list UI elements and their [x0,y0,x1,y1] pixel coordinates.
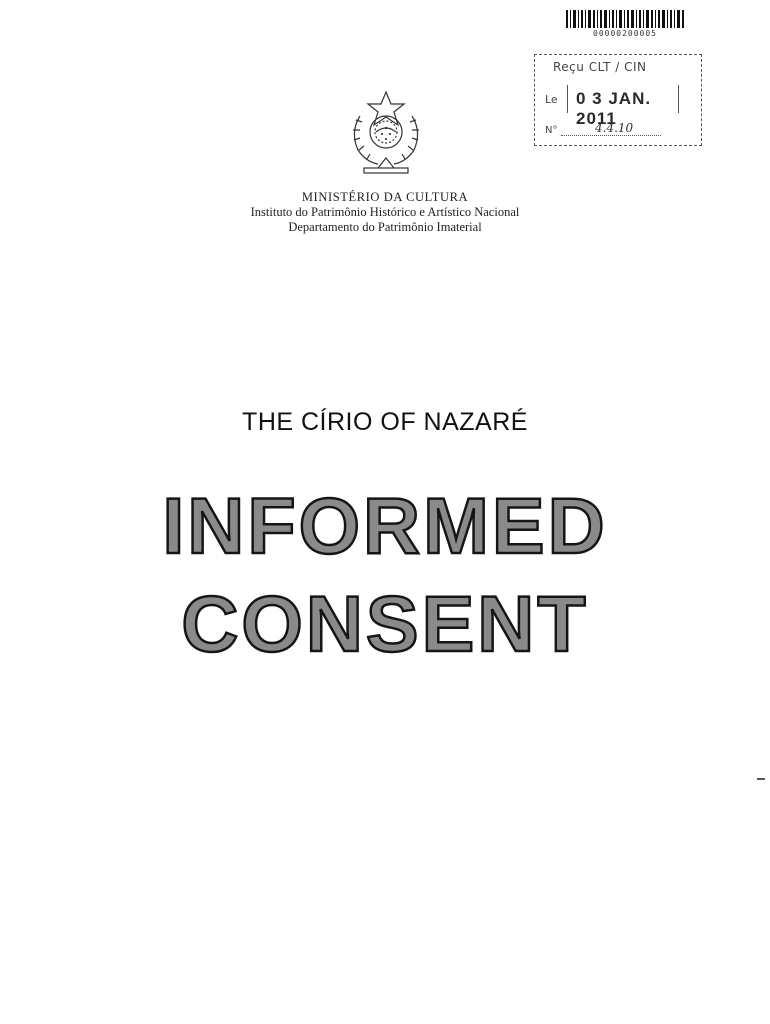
stamp-header: Reçu CLT / CIN [553,60,647,74]
institute-name: Instituto do Patrimônio Histórico e Artístico Nacional [250,205,520,219]
document-title-line-2: CONSENT [181,579,589,668]
barcode-number: 00000200005 [593,29,657,38]
barcode-icon [566,10,684,28]
ministry-name: MINISTÉRIO DA CULTURA [301,190,469,204]
barcode-label [566,10,684,38]
stamp-number-label: N° [545,125,558,136]
stamp-date-label: Le [545,93,558,106]
coat-of-arms-icon [338,88,434,176]
department-name: Departamento do Patrimônio Imaterial [288,220,482,234]
document-title-line-1: INFORMED [162,481,608,570]
scan-edge-mark [757,778,765,780]
stamp-date: 0 3 JAN. 2011 [576,89,652,128]
stamp-number-value: 4.4.10 [561,121,661,136]
subject-title: THE CÍRIO OF NAZARÉ [242,408,528,436]
ministry-header [185,190,585,235]
receipt-stamp [534,54,702,146]
